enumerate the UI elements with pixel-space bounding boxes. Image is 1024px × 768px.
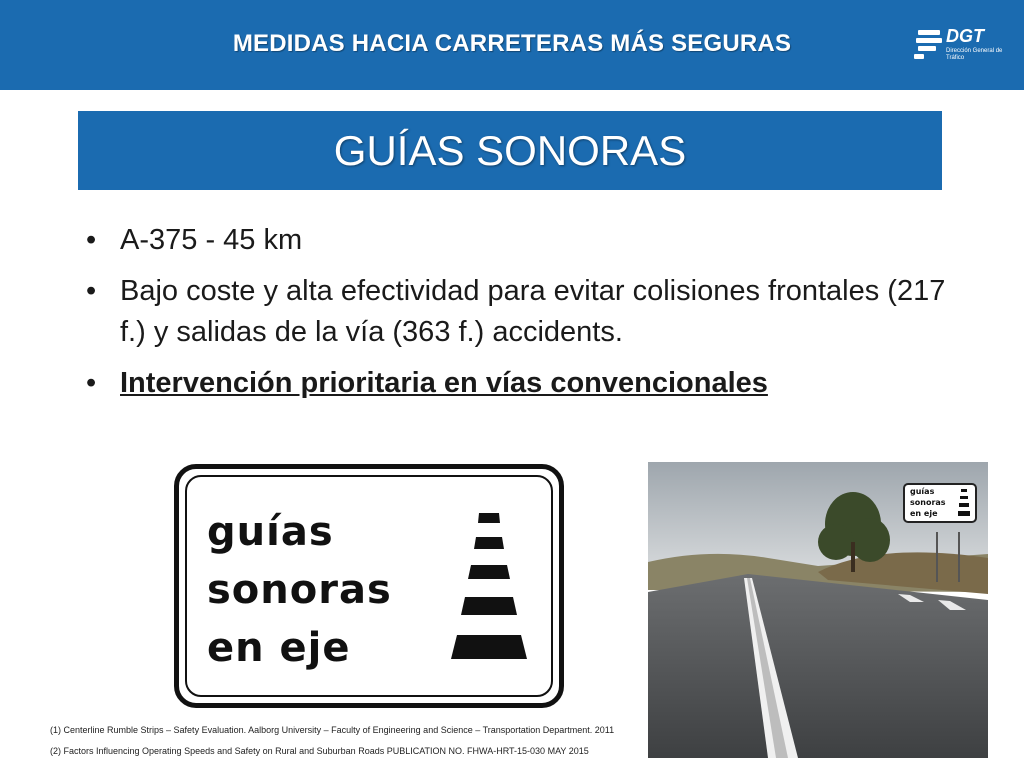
road-photo bbox=[648, 462, 988, 758]
footnotes bbox=[50, 724, 650, 766]
photo-sign-line-2: sonoras bbox=[910, 498, 946, 507]
slide-title-box bbox=[78, 111, 942, 190]
slide-title: GUÍAS SONORAS bbox=[333, 127, 687, 174]
dgt-logo bbox=[918, 26, 1003, 68]
bullet-text: Bajo coste y alta efectividad para evitar colisiones frontales (217 f.) y salidas de la vía (363 f.) accidents. bbox=[120, 275, 946, 348]
bullet-icon: • bbox=[86, 367, 97, 399]
road-photo-image bbox=[648, 462, 988, 758]
photo-sign-line-1: guías bbox=[910, 487, 935, 496]
sign-line-1: guías bbox=[207, 509, 334, 555]
road-sign-image bbox=[174, 464, 564, 708]
bullet-item bbox=[86, 363, 946, 404]
bullet-text: A-375 - 45 km bbox=[120, 224, 303, 256]
bullet-item bbox=[86, 220, 946, 261]
footnote-1: (1) Centerline Rumble Strips – Safety Evaluation. Aalborg University – Faculty of Engineering and Science – Transportation Department. 2011 bbox=[50, 725, 615, 735]
photo-sign-line-3: en eje bbox=[910, 509, 938, 518]
header-title: MEDIDAS HACIA CARRETERAS MÁS SEGURAS bbox=[232, 30, 792, 57]
bullet-list bbox=[86, 220, 946, 414]
top-banner bbox=[0, 0, 1024, 90]
dgt-logo-text: DGT bbox=[946, 26, 984, 46]
bullet-icon: • bbox=[86, 224, 97, 256]
sign-line-3: en eje bbox=[207, 625, 351, 671]
bullet-text: Intervención prioritaria en vías convencionales bbox=[120, 367, 768, 399]
dgt-logo-icon bbox=[918, 30, 944, 60]
bullet-item bbox=[86, 271, 946, 353]
sign-line-2: sonoras bbox=[207, 567, 392, 613]
rumble-strip-icon bbox=[449, 513, 529, 663]
bullet-icon: • bbox=[86, 275, 97, 307]
footnote-2: (2) Factors Influencing Operating Speeds and Safety on Rural and Suburban Roads PUBLICATION NO. FHWA-HRT-15-030 MAY 2015 bbox=[50, 746, 589, 756]
dgt-logo-subtitle: Dirección General de Tráfico bbox=[946, 48, 1003, 61]
